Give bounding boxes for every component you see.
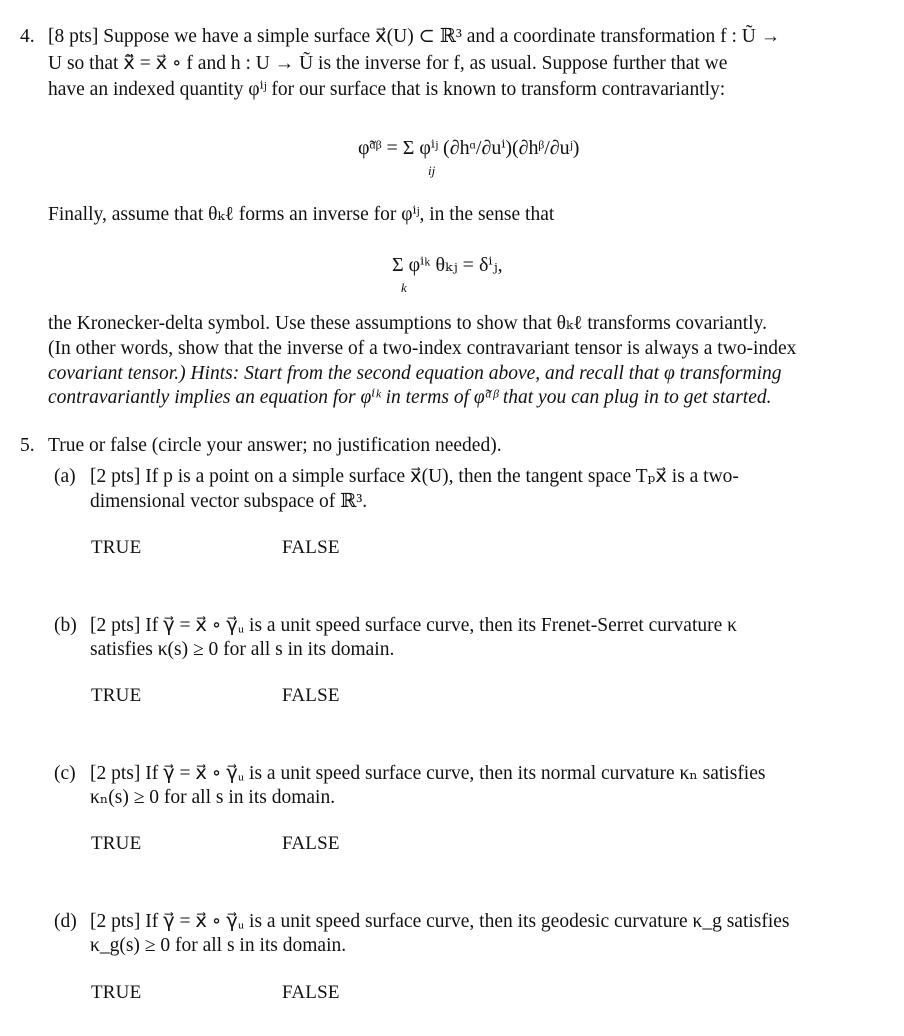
part-b-line-1: [2 pts] If γ⃗ = x⃗ ∘ γ⃗ᵤ is a unit speed surface curve, then its Frenet-Serret curvature κ bbox=[90, 615, 737, 636]
problem-4-closing-line-2: (In other words, show that the inverse of a two-index contravariant tensor is always a two-index bbox=[48, 338, 797, 359]
problem-5-intro: True or false (circle your answer; no justification needed). bbox=[48, 435, 502, 456]
problem-4-equation-2: Σ φⁱᵏ θₖⱼ = δⁱⱼ, bbox=[392, 254, 503, 276]
part-a-label: (a) bbox=[54, 466, 76, 487]
problem-4-closing-line-4: contravariantly implies an equation for φⁱᵏ in terms of φ̃ᵅᵝ that you can plug in to get started. bbox=[48, 387, 772, 408]
part-d-line-1: [2 pts] If γ⃗ = x⃗ ∘ γ⃗ᵤ is a unit speed surface curve, then its geodesic curvature κ_g satisfies bbox=[90, 911, 790, 932]
part-a-line-2: dimensional vector subspace of ℝ³. bbox=[90, 491, 368, 512]
problem-4-closing-line-1: the Kronecker-delta symbol. Use these assumptions to show that θₖℓ transforms covariantly. bbox=[48, 313, 767, 334]
problem-4-equation-1: φ̃ᵅᵝ = Σ φⁱʲ (∂hᵅ/∂uⁱ)(∂hᵝ/∂uʲ) bbox=[358, 137, 580, 159]
part-c-line-1: [2 pts] If γ⃗ = x⃗ ∘ γ⃗ᵤ is a unit speed surface curve, then its normal curvature κₙ satisfies bbox=[90, 763, 766, 784]
part-d-true-option[interactable]: TRUE bbox=[91, 982, 142, 1003]
part-a-true-option[interactable]: TRUE bbox=[91, 537, 142, 558]
part-d-false-option[interactable]: FALSE bbox=[282, 982, 340, 1003]
problem-5-number: 5. bbox=[20, 435, 35, 456]
part-a-false-option[interactable]: FALSE bbox=[282, 537, 340, 558]
problem-4-equation-1-sum-index: ij bbox=[428, 163, 436, 178]
part-d-line-2: κ_g(s) ≥ 0 for all s in its domain. bbox=[90, 935, 347, 956]
part-b-label: (b) bbox=[54, 615, 77, 636]
part-a-line-1: [2 pts] If p is a point on a simple surface x⃗(U), then the tangent space Tₚx⃗ is a two- bbox=[90, 466, 739, 487]
part-c-false-option[interactable]: FALSE bbox=[282, 833, 340, 854]
problem-4-equation-2-sum-index: k bbox=[401, 280, 407, 295]
part-c-line-2: κₙ(s) ≥ 0 for all s in its domain. bbox=[90, 787, 336, 808]
part-b-line-2: satisfies κ(s) ≥ 0 for all s in its domain. bbox=[90, 639, 395, 660]
part-c-true-option[interactable]: TRUE bbox=[91, 833, 142, 854]
problem-4-middle-line: Finally, assume that θₖℓ forms an inverse for φⁱʲ, in the sense that bbox=[48, 204, 555, 225]
problem-4-number: 4. bbox=[20, 26, 35, 47]
problem-4-line-3: have an indexed quantity φⁱʲ for our surface that is known to transform contravariantly: bbox=[48, 79, 726, 100]
part-d-label: (d) bbox=[54, 911, 77, 932]
part-b-false-option[interactable]: FALSE bbox=[282, 685, 340, 706]
problem-4-closing-line-3: covariant tensor.) Hints: Start from the second equation above, and recall that φ transforming bbox=[48, 363, 782, 384]
problem-4-line-2: U so that x̃⃗ = x⃗ ∘ f and h : U → Ũ is the inverse for f, as usual. Suppose further that we bbox=[48, 53, 728, 74]
part-c-label: (c) bbox=[54, 763, 76, 784]
part-b-true-option[interactable]: TRUE bbox=[91, 685, 142, 706]
problem-4-line-1: [8 pts] Suppose we have a simple surface x⃗(U) ⊂ ℝ³ and a coordinate transformation f : Ũ → bbox=[48, 26, 781, 47]
